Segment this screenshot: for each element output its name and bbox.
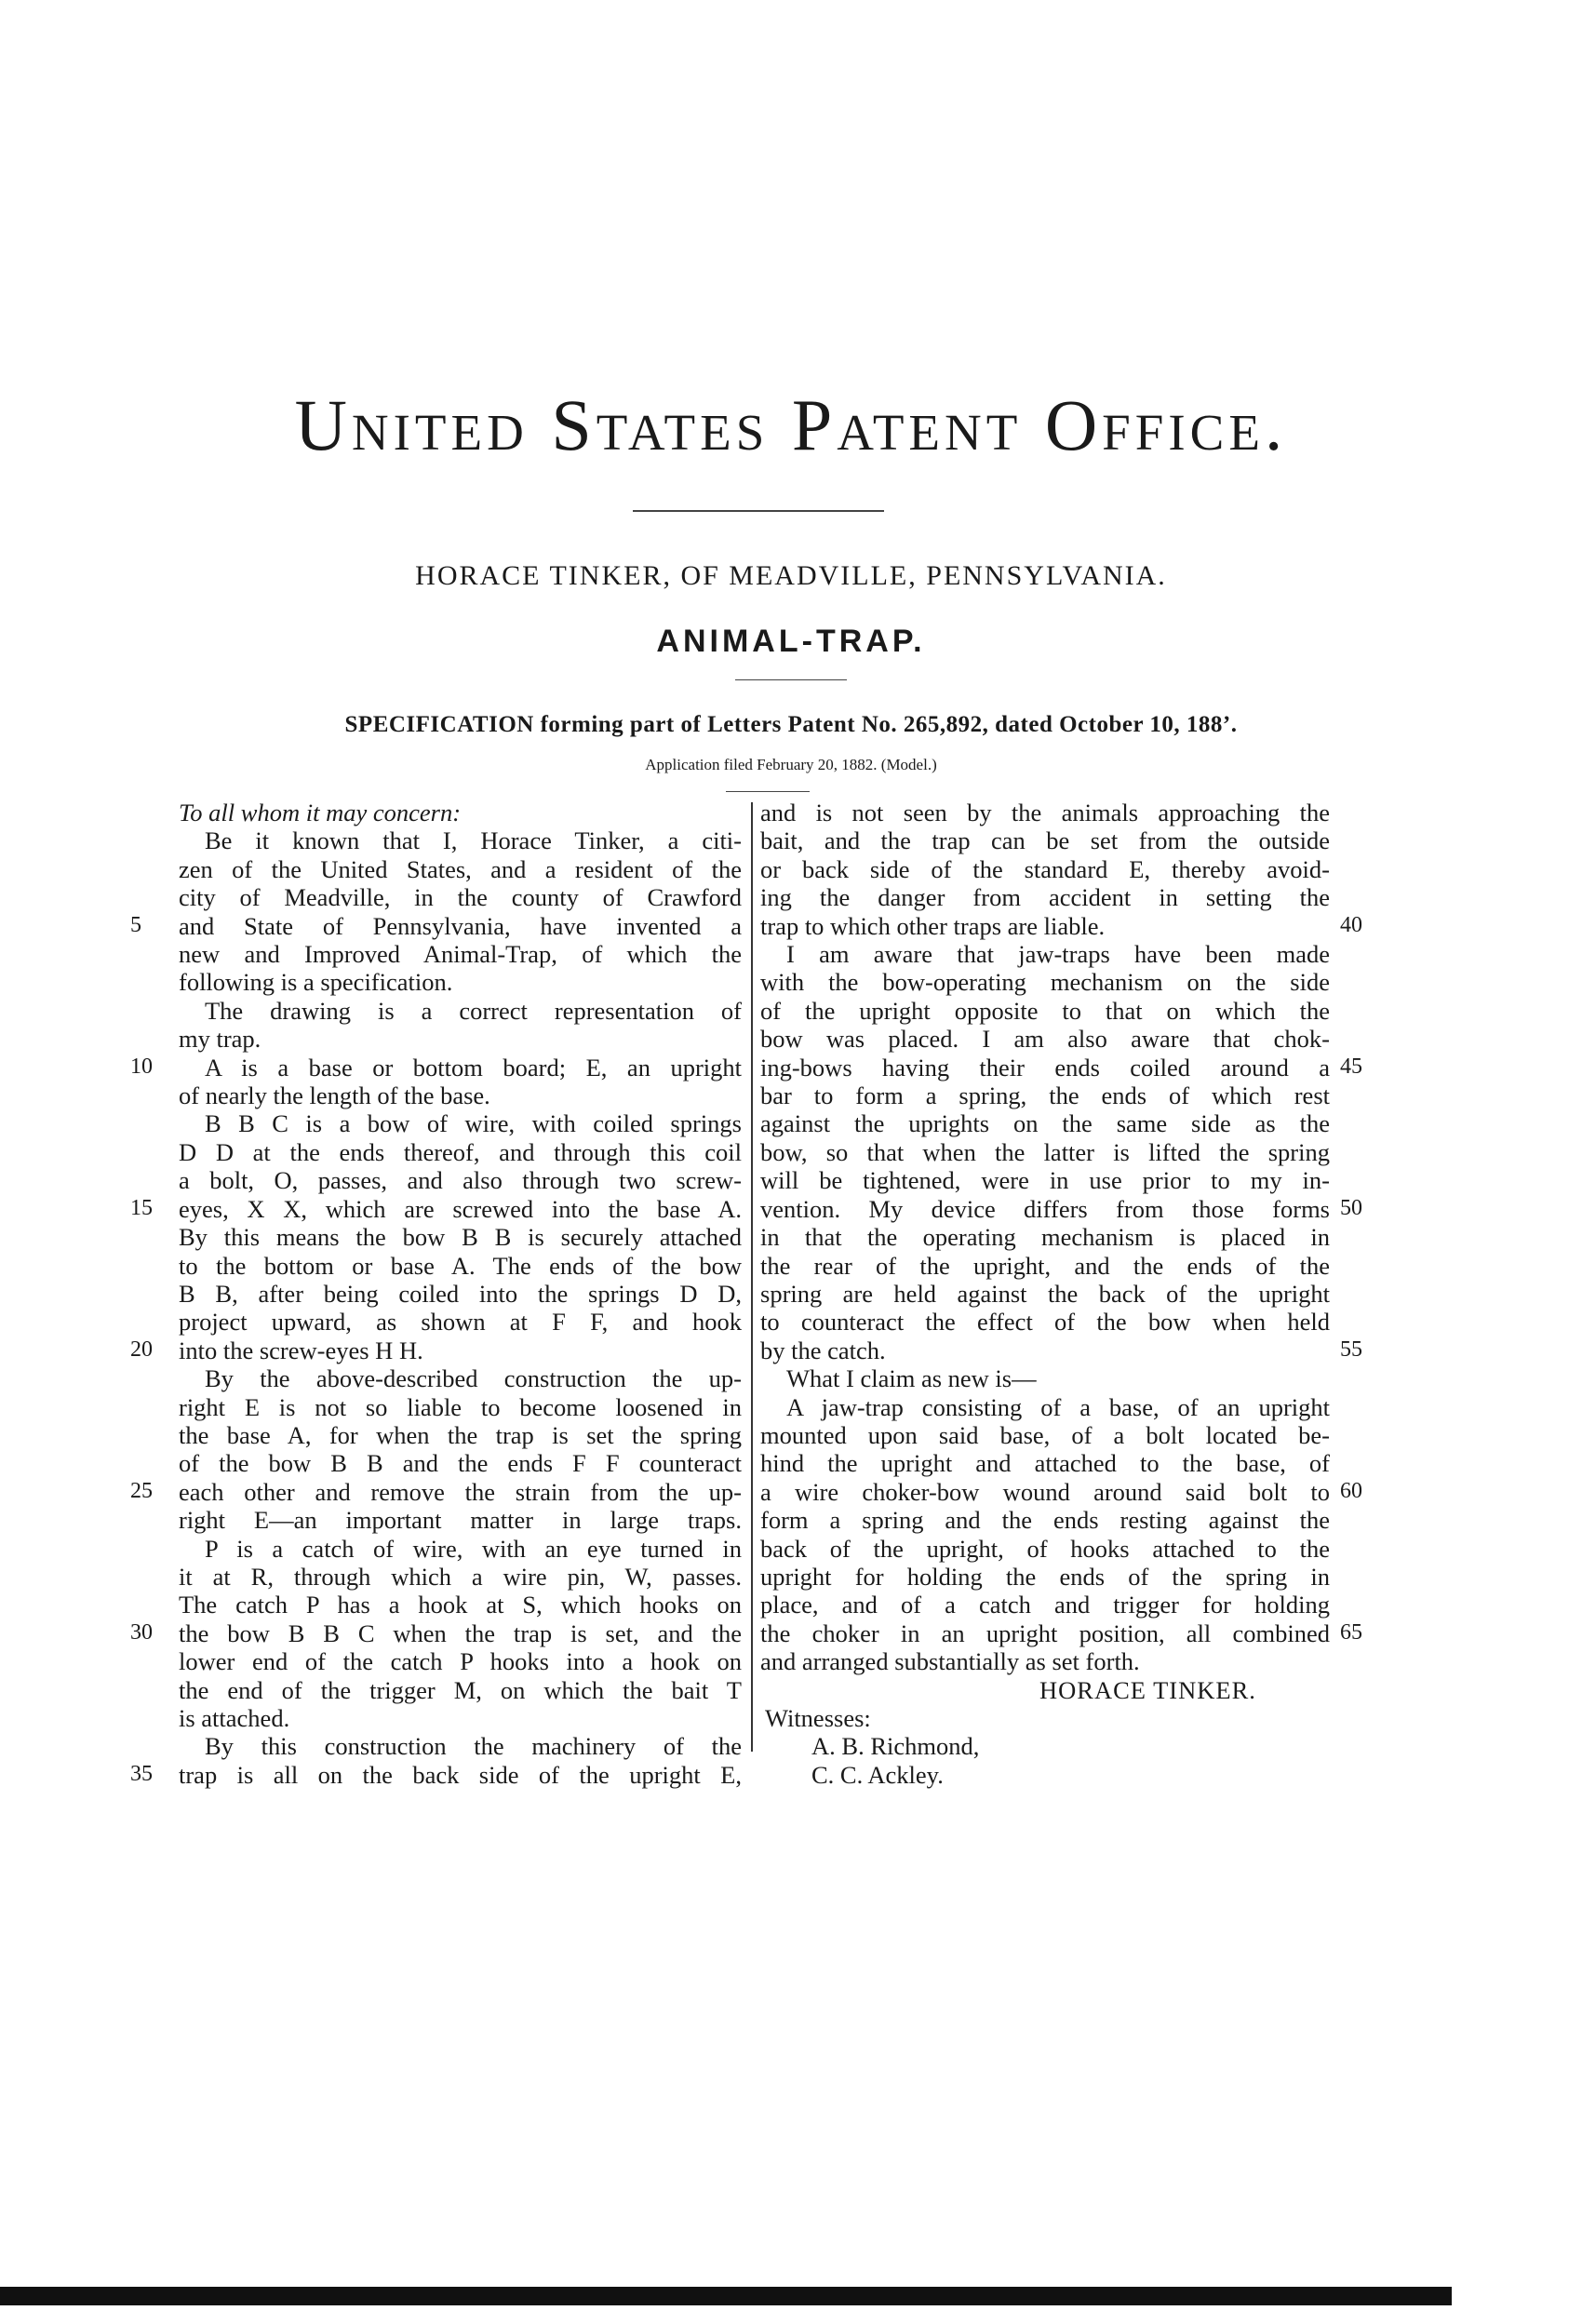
- column-divider: [751, 802, 753, 1752]
- line-number: 10: [130, 1055, 153, 1079]
- text-line: or back side of the standard E, thereby avoid-: [760, 854, 1330, 883]
- text-line: to the bottom or base A. The ends of the bow: [179, 1251, 742, 1280]
- text-line: I am aware that jaw-traps have been made: [786, 940, 1330, 969]
- text-line: B B C is a bow of wire, with coiled springs: [205, 1109, 742, 1138]
- witnesses-label: Witnesses:: [765, 1704, 871, 1732]
- witness-name: C. C. Ackley.: [811, 1760, 944, 1789]
- text-line: place, and of a catch and trigger for holding: [760, 1591, 1330, 1619]
- text-line: will be tightened, were in use prior to my in-: [760, 1166, 1330, 1195]
- text-line: Be it known that I, Horace Tinker, a citi-: [205, 826, 742, 855]
- text-line: each other and remove the strain from the up-: [179, 1477, 742, 1506]
- office-heading: United States Patent Office.: [294, 384, 1288, 465]
- text-line: form a spring and the ends resting against the: [760, 1506, 1330, 1535]
- text-line: By this construction the machinery of the: [205, 1732, 742, 1761]
- line-number: 15: [130, 1196, 153, 1220]
- text-line: right E—an important matter in large traps.: [179, 1506, 742, 1535]
- text-line: bar to form a spring, the ends of which rest: [760, 1081, 1330, 1110]
- text-line: with the bow-operating mechanism on the side: [760, 968, 1330, 997]
- line-number: 30: [130, 1620, 153, 1645]
- title-rule: [633, 510, 884, 512]
- text-line: lower end of the catch P hooks into a hook on: [179, 1647, 742, 1676]
- text-line: city of Meadville, in the county of Crawford: [179, 883, 742, 912]
- text-line: the end of the trigger M, on which the bait T: [179, 1675, 742, 1704]
- line-number: 35: [130, 1762, 153, 1786]
- line-number: 50: [1340, 1196, 1362, 1220]
- text-line: and State of Pennsylvania, have invented a: [179, 911, 742, 940]
- line-number: 5: [130, 913, 141, 937]
- witness-name: A. B. Richmond,: [811, 1732, 980, 1761]
- text-line: is attached.: [179, 1704, 290, 1732]
- text-line: by the catch.: [760, 1336, 886, 1364]
- text-line: bow was placed. I am also aware that chok-: [760, 1025, 1330, 1054]
- text-line: into the screw-eyes H H.: [179, 1336, 423, 1364]
- filing-rule: [726, 791, 810, 792]
- text-line: trap is all on the back side of the upright E,: [179, 1760, 742, 1789]
- text-line: P is a catch of wire, with an eye turned in: [205, 1534, 742, 1563]
- text-line: back of the upright, of hooks attached to the: [760, 1534, 1330, 1563]
- specification-line: SPECIFICATION forming part of Letters Patent No. 265,892, dated October 10, 188’.: [344, 712, 1238, 737]
- inventor-signature: HORACE TINKER.: [1039, 1675, 1256, 1704]
- text-line: spring are held against the back of the upright: [760, 1279, 1330, 1308]
- text-line: following is a specification.: [179, 968, 453, 997]
- line-number: 45: [1340, 1055, 1362, 1079]
- line-number: 20: [130, 1337, 153, 1362]
- line-number: 25: [130, 1479, 153, 1503]
- text-line: it at R, through which a wire pin, W, passes.: [179, 1562, 742, 1591]
- right-column: [760, 799, 1330, 1789]
- scan-edge-bar: [0, 2287, 1452, 2305]
- text-line: upright for holding the ends of the spring in: [760, 1562, 1330, 1591]
- text-line: A is a base or bottom board; E, an upright: [205, 1053, 742, 1081]
- text-line: trap to which other traps are liable.: [760, 911, 1106, 940]
- text-line: and is not seen by the animals approaching the: [760, 799, 1330, 826]
- text-line: D D at the ends thereof, and through this coil: [179, 1137, 742, 1166]
- text-line: against the uprights on the same side as the: [760, 1109, 1330, 1138]
- line-number: 60: [1340, 1479, 1362, 1503]
- text-line: zen of the United States, and a resident of the: [179, 854, 742, 883]
- text-line: A jaw-trap consisting of a base, of an upright: [786, 1392, 1330, 1421]
- invention-title: ANIMAL-TRAP.: [656, 624, 926, 659]
- line-number: 55: [1340, 1337, 1362, 1362]
- text-line: new and Improved Animal-Trap, of which the: [179, 940, 742, 969]
- text-line: my trap.: [179, 1025, 261, 1054]
- text-line: of nearly the length of the base.: [179, 1081, 490, 1110]
- text-line: the rear of the upright, and the ends of the: [760, 1251, 1330, 1280]
- text-line: By this means the bow B B is securely attached: [179, 1223, 742, 1252]
- text-line: and arranged substantially as set forth.: [760, 1647, 1140, 1676]
- title-rule-small: [735, 679, 847, 680]
- text-line: bow, so that when the latter is lifted the spring: [760, 1137, 1330, 1166]
- text-line: The catch P has a hook at S, which hooks on: [179, 1591, 742, 1619]
- text-line: in that the operating mechanism is placed in: [760, 1223, 1330, 1252]
- text-line: bait, and the trap can be set from the outside: [760, 826, 1330, 855]
- text-line: of the bow B B and the ends F F counteract: [179, 1449, 742, 1478]
- text-line: The drawing is a correct representation of: [205, 996, 742, 1025]
- text-line: a bolt, O, passes, and also through two screw-: [179, 1166, 742, 1195]
- text-line: mounted upon said base, of a bolt located be-: [760, 1420, 1330, 1449]
- text-line: right E is not so liable to become loosened in: [179, 1392, 742, 1421]
- text-line: project upward, as shown at F F, and hook: [179, 1308, 742, 1337]
- inventor-line: HORACE TINKER, OF MEADVILLE, PENNSYLVANIA.: [415, 560, 1167, 591]
- text-line: the bow B B C when the trap is set, and the: [179, 1619, 742, 1647]
- text-line: the choker in an upright position, all combined: [760, 1619, 1330, 1647]
- text-line: ing-bows having their ends coiled around a: [760, 1053, 1330, 1081]
- text-line: What I claim as new is—: [786, 1364, 1037, 1393]
- filing-line: Application filed February 20, 1882. (Model.): [645, 756, 937, 773]
- text-line: vention. My device differs from those forms: [760, 1194, 1330, 1223]
- text-line: the base A, for when the trap is set the spring: [179, 1420, 742, 1449]
- text-line: By the above-described construction the up-: [205, 1364, 742, 1393]
- text-line: ing the danger from accident in setting the: [760, 883, 1330, 912]
- text-line: of the upright opposite to that on which the: [760, 996, 1330, 1025]
- text-line: a wire choker-bow wound around said bolt to: [760, 1477, 1330, 1506]
- text-line: hind the upright and attached to the base, of: [760, 1449, 1330, 1478]
- text-line: to counteract the effect of the bow when held: [760, 1308, 1330, 1337]
- text-line: To all whom it may concern:: [179, 799, 462, 826]
- line-number: 65: [1340, 1620, 1362, 1645]
- text-line: eyes, X X, which are screwed into the base A.: [179, 1194, 742, 1223]
- left-column: [179, 799, 742, 1789]
- line-number: 40: [1340, 913, 1362, 937]
- text-line: B B, after being coiled into the springs D D,: [179, 1279, 742, 1308]
